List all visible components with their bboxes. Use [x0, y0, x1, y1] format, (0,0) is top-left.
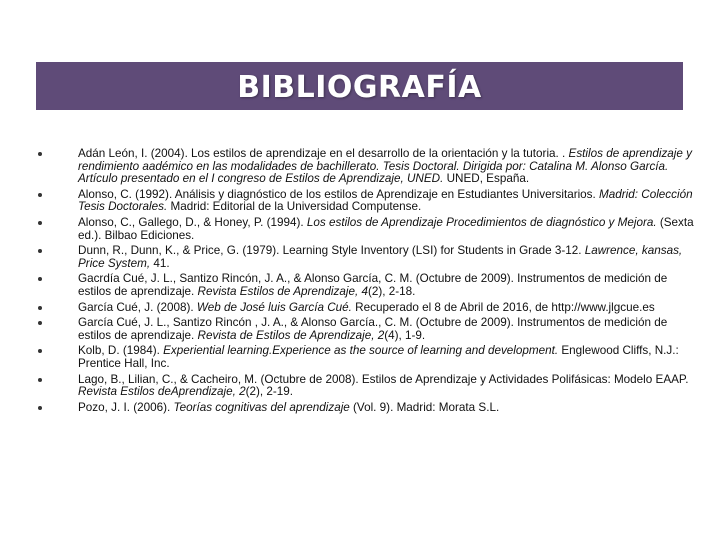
reference-item: [38, 317, 702, 342]
reference-italic-text: Revista Estilos deAprendizaje, 2: [78, 385, 246, 399]
reference-item: [38, 345, 702, 370]
reference-italic-text: Estilos de aprendizaje y rendimiento aadémico en las modalidades de bachillerato. Tesis Doctoral. Dirigida por: Catalina M. Alonso García. Artículo presentado en el I congreso de Estilos de Aprendizaje, UNED.: [78, 147, 692, 186]
bullet-icon: [38, 406, 42, 410]
reference-text: 41.: [150, 256, 170, 270]
reference-text: (4), 1-9.: [384, 328, 426, 342]
reference-text: Dunn, R., Dunn, K., & Price, G. (1979). Learning Style Inventory (LSI) for Students in Grade 3-12.: [78, 244, 585, 258]
reference-italic-text: Lawrence, kansas, Price System,: [78, 244, 683, 270]
bullet-icon: [38, 321, 42, 325]
page-title: BIBLIOGRAFÍA: [237, 69, 482, 105]
reference-text: (Sexta ed.). Bilbao Ediciones.: [78, 215, 694, 242]
reference-italic-text: Madrid: Colección Tesis Doctorales.: [78, 187, 693, 214]
reference-item: [38, 402, 702, 415]
reference-item: [38, 245, 702, 270]
bullet-icon: [38, 152, 42, 156]
title-banner: [36, 62, 683, 110]
reference-text: (2), 2-18.: [367, 284, 416, 298]
reference-text: Alonso, C. (1992). Análisis y diagnóstico de los estilos de Aprendizaje en Estudiantes Universitarios.: [78, 187, 600, 201]
reference-italic-text: Experiential learning.Experience as the source of learning and development.: [163, 344, 559, 358]
bullet-icon: [38, 349, 42, 353]
bullet-icon: [38, 378, 42, 382]
reference-italic-text: Revista de Estilos de Aprendizaje, 2: [197, 328, 385, 342]
reference-item: [38, 374, 702, 399]
reference-italic-text: Revista Estilos de Aprendizaje, 4: [197, 284, 368, 298]
reference-italic-text: Teorías cognitivas del aprendizaje: [173, 400, 350, 414]
reference-text: Gacrdía Cué, J. L., Santizo Rincón, J. A., & Alonso García, C. M. (Octubre de 2009). Instrumentos de medición de estilos de aprendizaje.: [78, 272, 668, 298]
reference-text: (2), 2-19.: [245, 385, 294, 399]
bullet-icon: [38, 306, 42, 310]
reference-text: García Cué, J. (2008).: [78, 300, 197, 314]
reference-item: [38, 189, 702, 214]
reference-text: UNED, España.: [443, 172, 530, 186]
bullet-icon: [38, 193, 42, 197]
reference-text: Recuperado el 8 de Abril de 2016, de http://www.jlgcue.es: [351, 300, 655, 314]
reference-text: Englewood Cliffs, N.J.: Prentice Hall, Inc.: [78, 344, 679, 370]
bullet-icon: [38, 221, 42, 225]
reference-text: Pozo, J. I. (2006).: [78, 400, 174, 414]
reference-item: [38, 273, 702, 298]
reference-text: Lago, B., Lilian, C., & Cacheiro, M. (Octubre de 2008). Estilos de Aprendizaje y Actividades Polifásicas: Modelo EAAP.: [78, 372, 689, 386]
bullet-icon: [38, 249, 42, 253]
reference-item: [38, 148, 702, 186]
reference-italic-text: Web de José luis García Cué.: [196, 300, 352, 314]
reference-text: García Cué, J. L., Santizo Rincón , J. A., & Alonso García., C. M. (Octubre de 2009). Instrumentos de medición de estilos de aprendizaje.: [78, 316, 668, 342]
reference-text: Madrid: Editorial de la Universidad Computense.: [167, 200, 422, 214]
reference-item: [38, 302, 702, 315]
reference-text: Adán León, I. (2004). Los estilos de aprendizaje en el desarrollo de la orientación y la tutoria. .: [78, 147, 569, 160]
bibliography-list: [38, 148, 702, 417]
reference-text: Kolb, D. (1984).: [78, 344, 164, 358]
bullet-icon: [38, 277, 42, 281]
reference-italic-text: Los estilos de Aprendizaje Procedimientos de diagnóstico y Mejora.: [306, 215, 657, 229]
reference-item: [38, 217, 702, 242]
reference-text: Alonso, C., Gallego, D., & Honey, P. (1994).: [78, 215, 307, 229]
reference-text: (Vol. 9). Madrid: Morata S.L.: [349, 400, 500, 414]
